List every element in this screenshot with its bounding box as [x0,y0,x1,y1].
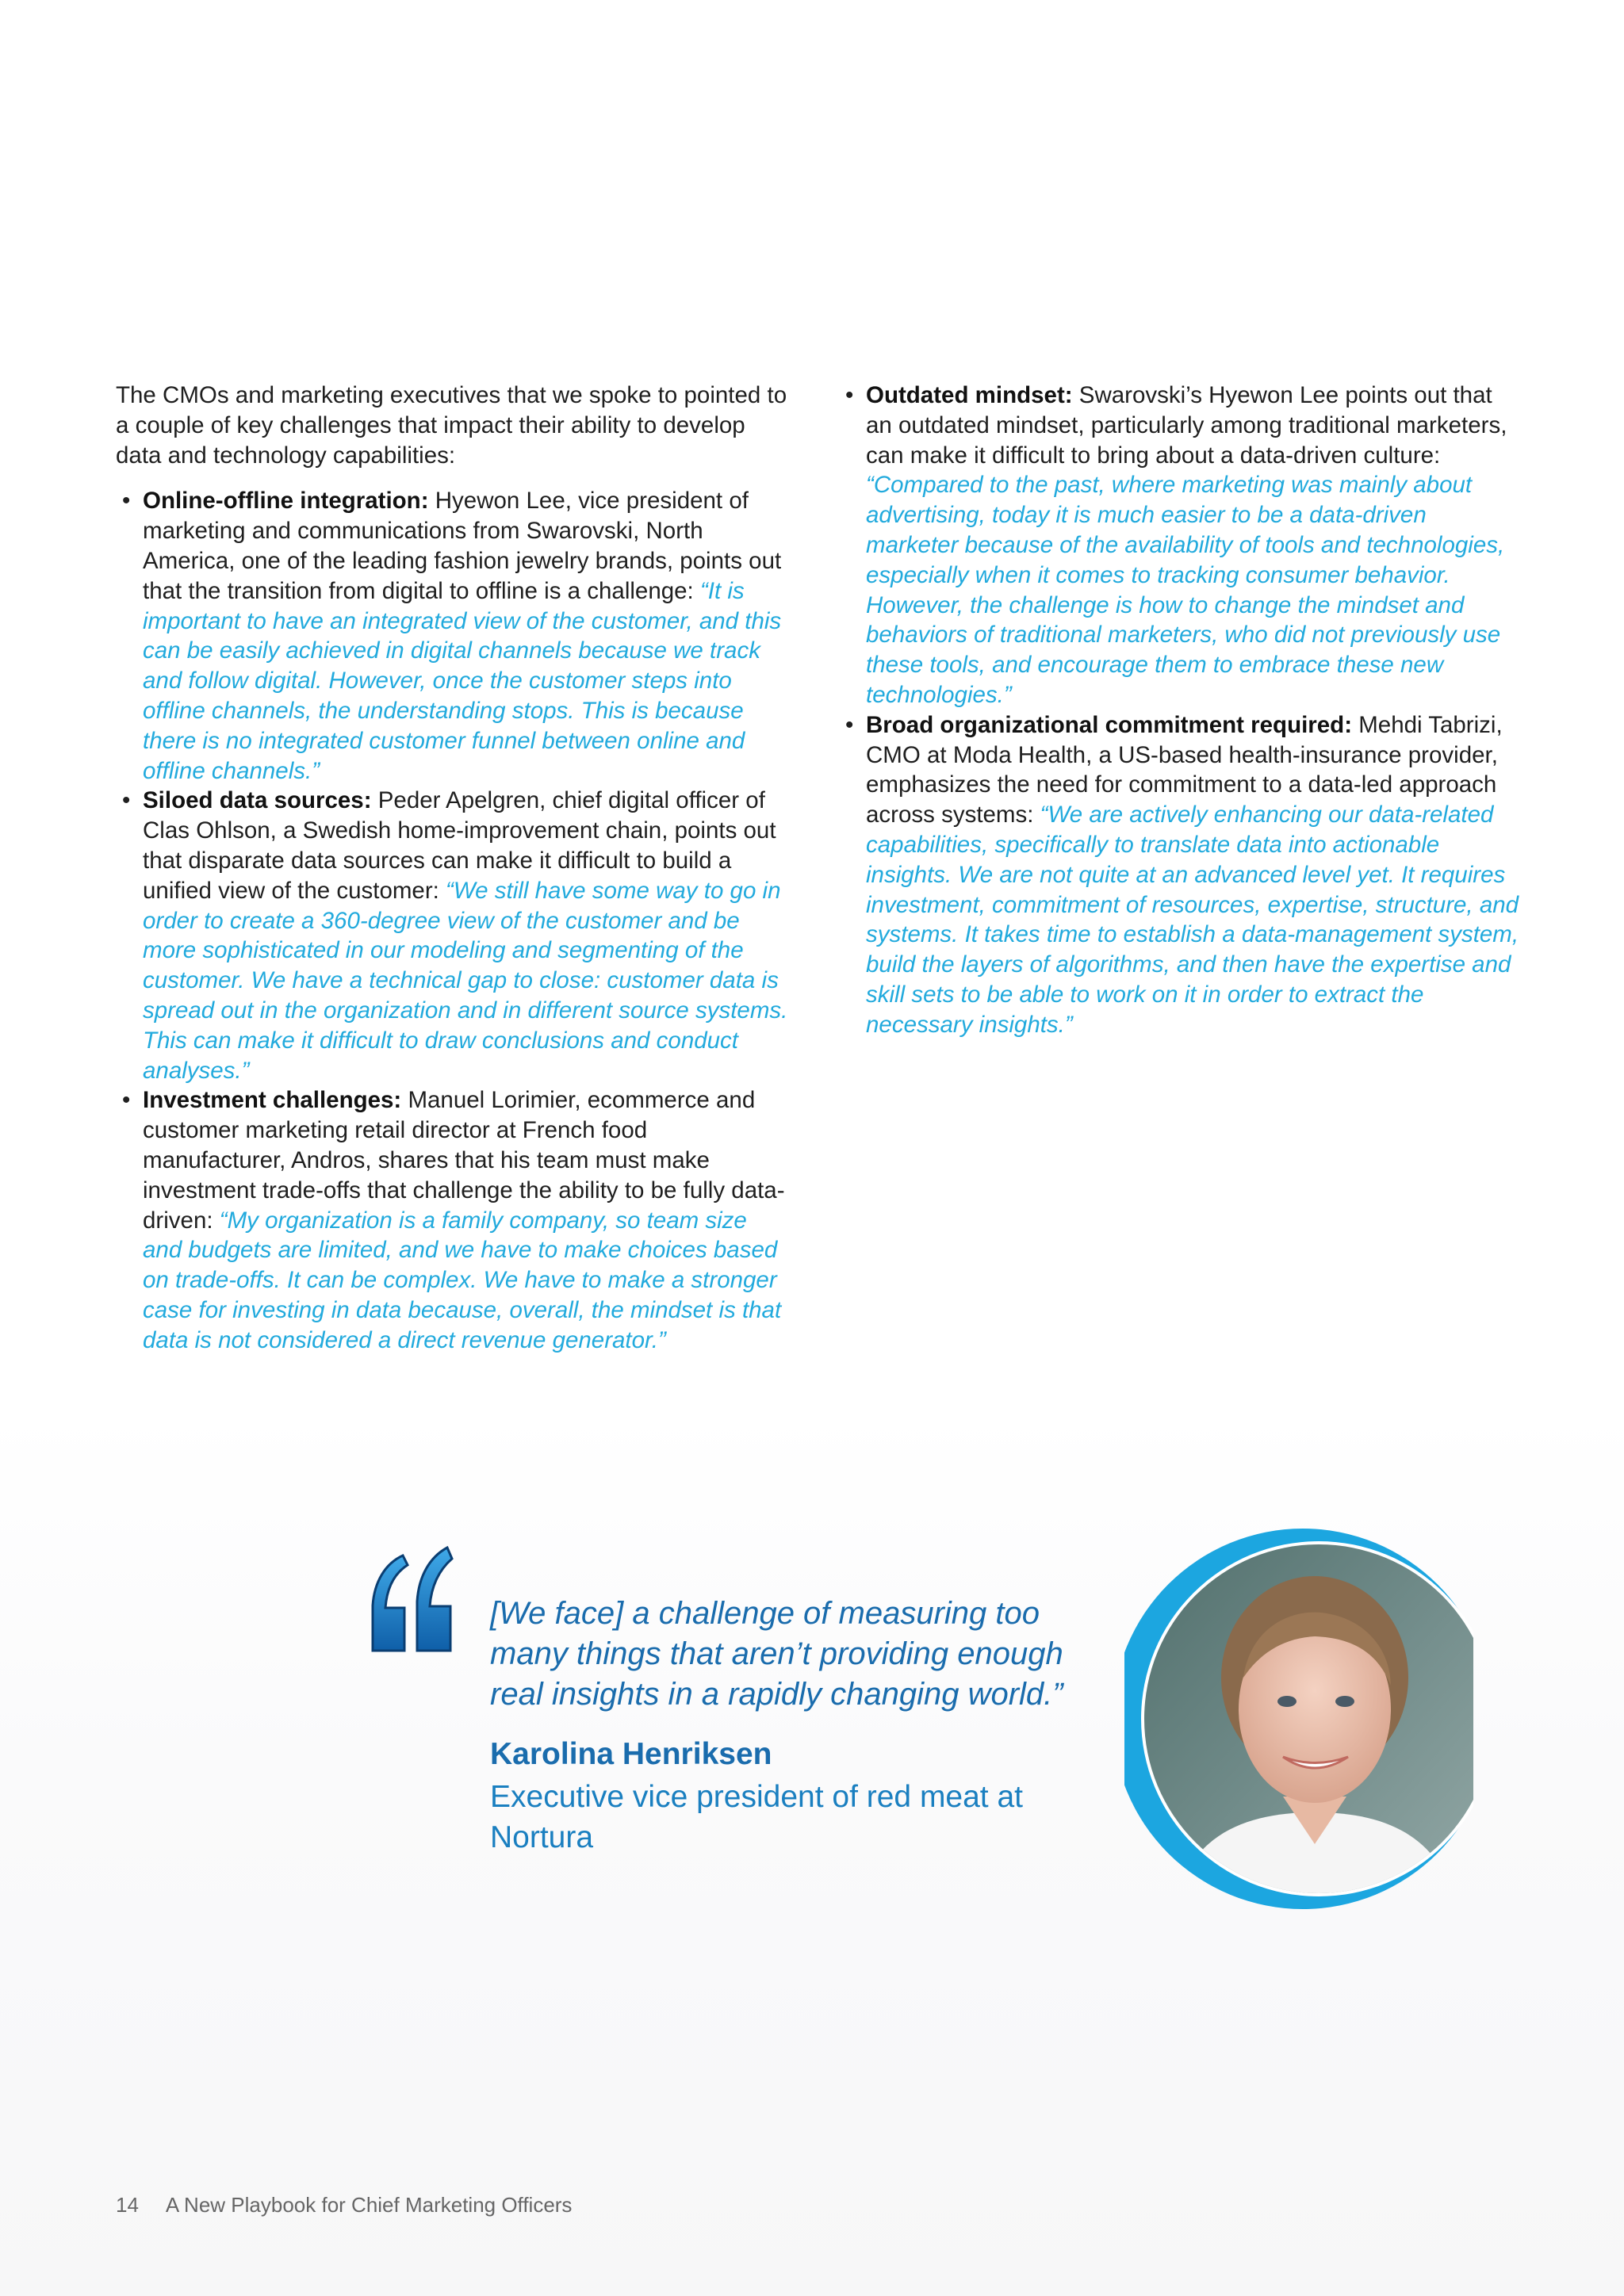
challenge-item [839,381,1521,710]
challenge-text: Mehdi Tabrizi, CMO at Moda Health, a US-based health-insurance provider, emphasizes the need for commitment to a data-led approach across systems: [866,711,1503,828]
left-column [116,381,790,1356]
challenge-item [839,710,1521,1040]
challenge-title: Investment challenges: [143,1087,402,1114]
double-quote-icon [368,1546,455,1657]
challenge-quote: “We still have some way to go in order to create a 360-degree view of the customer and be more sophisticated in our modeling and segmenting of the customer. We have a technical gap to close: customer data is spread out in the organization and in different source systems. This can make it difficult to draw conclusions and conduct analyses.” [143,877,788,1084]
pull-quote-role: Executive vice president of red meat at Nortura [490,1780,1024,1854]
pull-quote-name: Karolina Henriksen [490,1737,772,1771]
pull-quote-text: [We face] a challenge of measuring too many things that aren’t providing enough real insights in a rapidly changing world.” [490,1596,1063,1712]
bullet-dot-icon: • [845,711,854,738]
bullet-dot-icon: • [122,787,131,814]
challenge-text: Manuel Lorimier, ecommerce and customer marketing retail director at French food manufacturer, Andros, shares that his team must make investment trade-offs that challenge the ability to be fully data-driven: [143,1087,785,1234]
right-column [839,381,1521,1040]
challenge-item [116,786,790,1085]
challenge-list-left [116,486,790,1355]
challenge-quote: “My organization is a family company, so team size and budgets are limited, and we have to make choices based on trade-offs. It can be complex. We have to make a stronger case for investing in data because, overall, the mindset is that data is not considered a direct revenue generator.” [143,1207,782,1353]
challenge-quote: “Compared to the past, where marketing was mainly about advertising, today it is much easier to be a data-driven marketer because of the availability of tools and technologies, especially when it comes to tracking consumer behavior. However, the challenge is how to change the mindset and behaviors of traditional marketers, who did not previously use these tools, and encourage them to embrace these new technologies.” [866,472,1505,708]
challenge-text: Peder Apelgren, chief digital officer of Clas Ohlson, a Swedish home-improvement chain, points out that disparate data sources can make it difficult to build a unified view of the customer: [143,787,776,904]
intro-paragraph: The CMOs and marketing executives that we spoke to pointed to a couple of key challenges that impact their ability to develop data and technology capabilities: [116,382,787,469]
page-number: 14 [116,2193,139,2217]
challenge-title: Broad organizational commitment required: [866,711,1353,738]
challenge-text: Swarovski’s Hyewon Lee points out that an outdated mindset, particularly among traditional marketers, can make it difficult to bring about a data-driven culture: [866,382,1507,469]
publication-title: A New Playbook for Chief Marketing Officers [165,2193,573,2217]
challenge-text: Hyewon Lee, vice president of marketing and communications from Swarovski, North America, one of the leading fashion jewelry brands, points out that the transition from digital to offline is a challenge: [143,488,782,604]
challenge-item [116,1085,790,1355]
pull-quote-block [490,1594,1124,1858]
bullet-dot-icon: • [845,382,854,408]
challenge-quote: “It is important to have an integrated view of the customer, and this can be easily achieved in digital channels because we track and follow digital. However, once the customer steps into offline channels, the understanding stops. This is because there is no integrated customer funnel between online and offline channels.” [143,577,782,784]
page-footer [116,2193,572,2218]
challenge-title: Outdated mindset: [866,382,1073,408]
challenge-quote: “We are actively enhancing our data-related capabilities, specifically to translate data into actionable insights. We are not quite at an advanced level yet. It requires investment, commitment of resources, expertise, structure, and systems. It takes time to establish a data-management system, build the layers of algorithms, and then have the expertise and skill sets to be able to work on it in order to extract the necessary insights.” [866,802,1519,1038]
challenge-title: Online-offline integration: [143,488,429,515]
bullet-dot-icon: • [122,1087,131,1114]
bullet-dot-icon: • [122,488,131,515]
challenge-title: Siloed data sources: [143,787,372,814]
portrait-photo [1124,1527,1473,1911]
challenge-item [116,486,790,786]
challenge-list-right [839,381,1521,1040]
